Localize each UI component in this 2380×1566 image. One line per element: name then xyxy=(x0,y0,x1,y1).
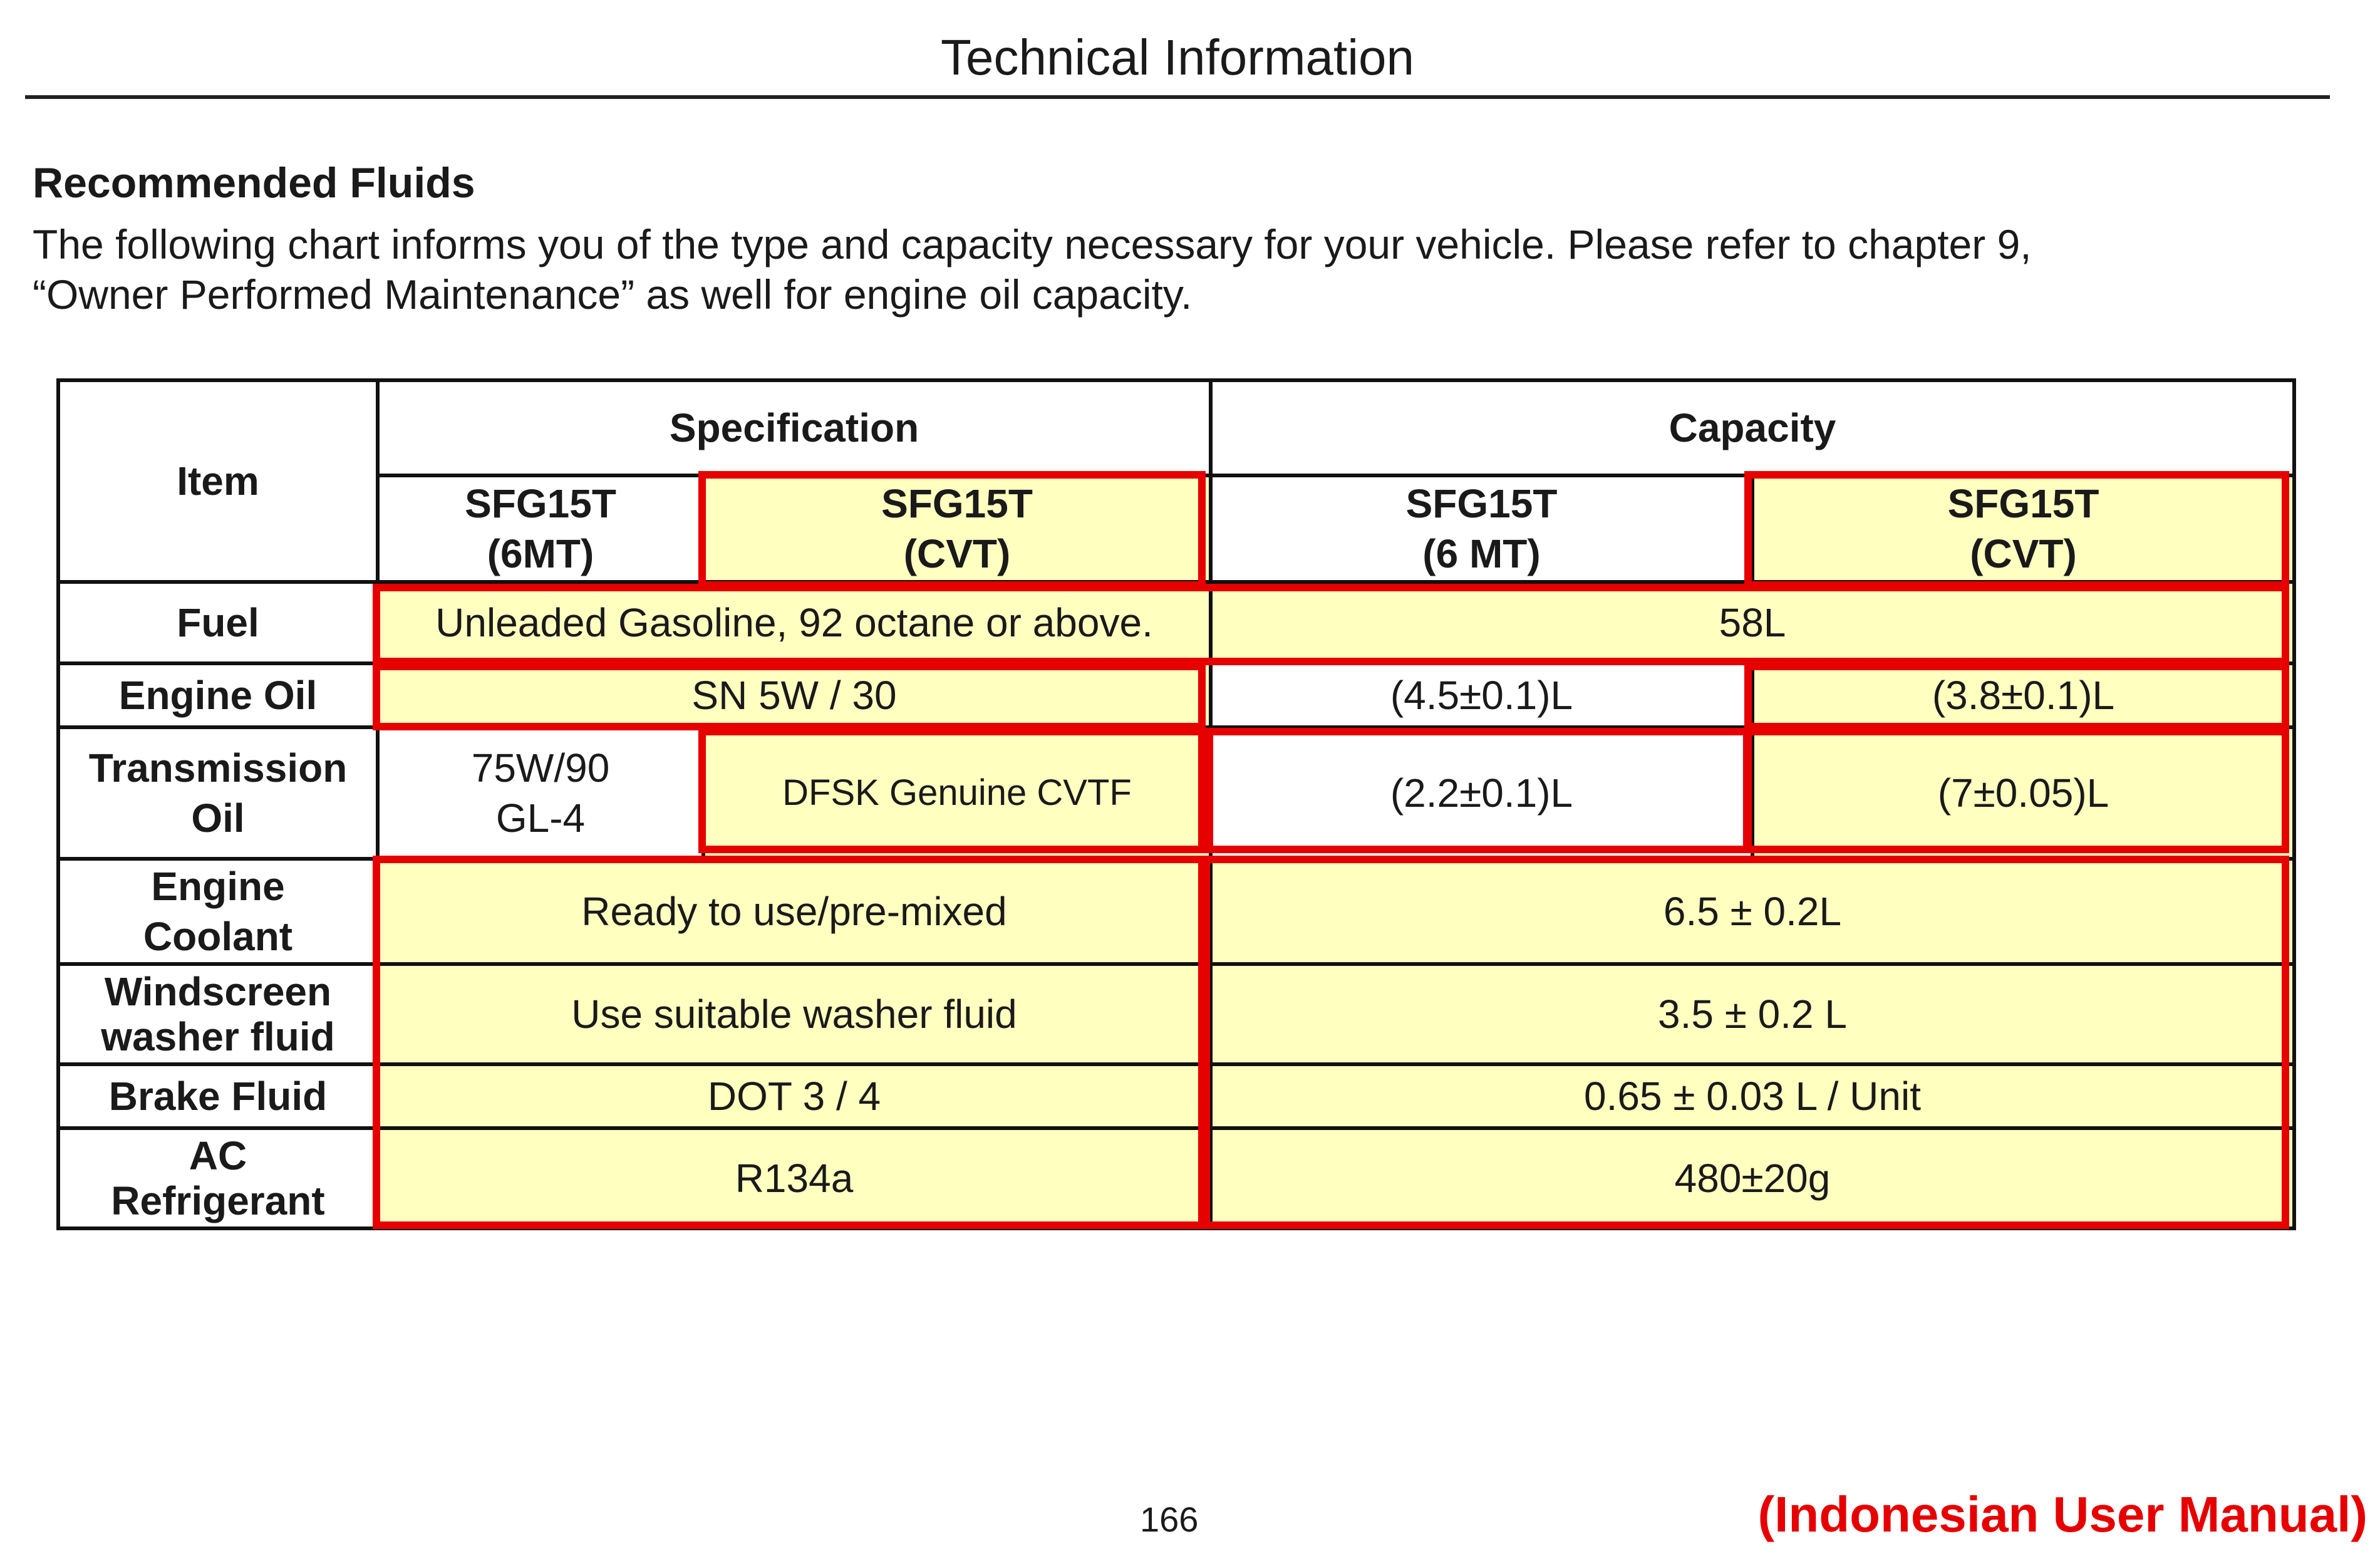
row-label-windscreen-washer: Windscreen washer fluid xyxy=(58,964,378,1064)
table-row xyxy=(58,859,2294,964)
fuel-capacity: 58L xyxy=(1211,582,2294,663)
engine-oil-capacity-cvt: (3.8±0.1)L xyxy=(1752,663,2294,727)
header-cap-6mt: SFG15T (6 MT) xyxy=(1211,475,1752,582)
brake-fluid-spec: DOT 3 / 4 xyxy=(378,1064,1211,1128)
header-spec-6mt: SFG15T (6MT) xyxy=(378,475,703,582)
windscreen-washer-capacity: 3.5 ± 0.2 L xyxy=(1211,964,2294,1064)
row-label-brake-fluid: Brake Fluid xyxy=(58,1064,378,1128)
ac-refrigerant-spec: R134a xyxy=(378,1128,1211,1228)
transmission-oil-capacity-cvt: (7±0.05)L xyxy=(1752,727,2294,859)
table-row xyxy=(58,964,2294,1064)
header-item: Item xyxy=(58,380,378,582)
table-row xyxy=(58,727,2294,859)
header-spec-cvt: SFG15T (CVT) xyxy=(703,475,1211,582)
intro-line-1: The following chart informs you of the type and capacity necessary for your vehicle. Please refer to chapter 9, xyxy=(33,221,2032,267)
brake-fluid-capacity: 0.65 ± 0.03 L / Unit xyxy=(1211,1064,2294,1128)
source-note: (Indonesian User Manual) xyxy=(1757,1486,2367,1542)
page-number: 166 xyxy=(1140,1500,1199,1539)
ac-refrigerant-capacity: 480±20g xyxy=(1211,1128,2294,1228)
title-divider xyxy=(25,95,2330,99)
header-cap-cvt: SFG15T (CVT) xyxy=(1752,475,2294,582)
row-label-transmission-oil: Transmission Oil xyxy=(58,727,378,859)
recommended-fluids-table xyxy=(56,378,2296,1230)
table-header-row xyxy=(58,380,2294,475)
table-row xyxy=(58,582,2294,663)
section-heading: Recommended Fluids xyxy=(33,159,475,207)
intro-paragraph xyxy=(33,219,2287,319)
table-row xyxy=(58,1064,2294,1128)
windscreen-washer-spec: Use suitable washer fluid xyxy=(378,964,1211,1064)
table-row xyxy=(58,1128,2294,1228)
row-label-fuel: Fuel xyxy=(58,582,378,663)
engine-oil-capacity-6mt: (4.5±0.1)L xyxy=(1211,663,1752,727)
row-label-engine-oil: Engine Oil xyxy=(58,663,378,727)
engine-oil-spec: SN 5W / 30 xyxy=(378,663,1211,727)
transmission-oil-spec-6mt: 75W/90 GL-4 xyxy=(378,727,703,859)
row-label-ac-refrigerant: AC Refrigerant xyxy=(58,1128,378,1228)
transmission-oil-spec-cvt: DFSK Genuine CVTF xyxy=(703,727,1211,859)
intro-line-2: “Owner Performed Maintenance” as well for engine oil capacity. xyxy=(33,271,1193,318)
table-row xyxy=(58,663,2294,727)
row-label-engine-coolant: Engine Coolant xyxy=(58,859,378,964)
header-capacity: Capacity xyxy=(1211,380,2294,475)
table-subheader-row xyxy=(58,475,2294,582)
engine-coolant-spec: Ready to use/pre-mixed xyxy=(378,859,1211,964)
header-specification: Specification xyxy=(378,380,1211,475)
transmission-oil-capacity-6mt: (2.2±0.1)L xyxy=(1211,727,1752,859)
page-title: Technical Information xyxy=(941,29,1414,85)
engine-coolant-capacity: 6.5 ± 0.2L xyxy=(1211,859,2294,964)
fuel-spec: Unleaded Gasoline, 92 octane or above. xyxy=(378,582,1211,663)
